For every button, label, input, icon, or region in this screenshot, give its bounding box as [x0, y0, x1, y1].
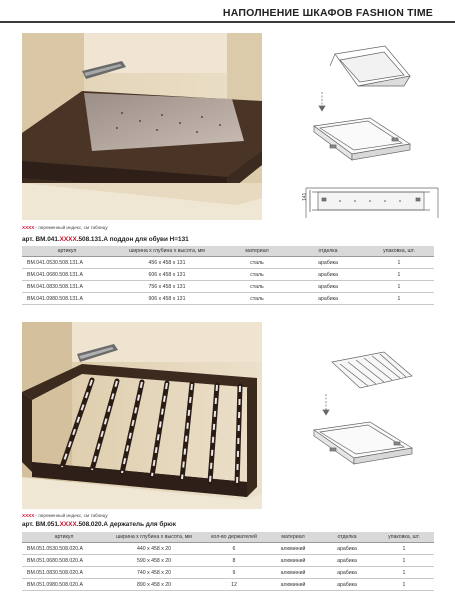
table-row	[22, 281, 434, 293]
col-package: упаковка, шт.	[374, 532, 434, 543]
title-xxxx: XXXX	[59, 521, 77, 528]
cell-article: ВМ.051.0680.508.020.А	[22, 555, 106, 567]
pants-holder-spec-table	[22, 532, 434, 591]
section-title-pants-holder	[22, 521, 176, 528]
section-title-shoe-tray	[22, 236, 189, 243]
cell-package: 1	[364, 269, 434, 281]
cell-dimensions: 440 x 458 x 20	[106, 543, 202, 555]
cell-finish: арабика	[292, 257, 364, 269]
cell-package: 1	[374, 567, 434, 579]
title-suffix: .508.020.А держатель для брюк	[76, 521, 176, 528]
variable-index-note	[22, 225, 108, 230]
col-article: артикул	[22, 532, 106, 543]
page-title: НАПОЛНЕНИЕ ШКАФОВ FASHION TIME	[222, 7, 433, 19]
cell-article: ВМ.041.0980.508.131.А	[22, 293, 112, 305]
note-xxxx: XXXX	[22, 225, 35, 230]
cell-finish: арабика	[320, 555, 374, 567]
cell-material: сталь	[222, 281, 292, 293]
cell-finish: арабика	[292, 293, 364, 305]
cell-dimensions: 740 x 458 x 20	[106, 567, 202, 579]
shoe-tray-photo	[22, 33, 262, 220]
cell-dimensions: 890 x 458 x 20	[106, 579, 202, 591]
cell-finish: арабика	[292, 269, 364, 281]
cell-article: ВМ.041.0680.508.131.А	[22, 269, 112, 281]
table-header-row	[22, 532, 434, 543]
cell-dimensions: 906 x 458 x 131	[112, 293, 222, 305]
table-row	[22, 257, 434, 269]
note-xxxx: XXXX	[22, 513, 35, 518]
cell-article: ВМ.051.0530.508.020.А	[22, 543, 106, 555]
title-prefix: арт. ВМ.051.	[22, 521, 60, 528]
note-text: - переменный индекс, см таблицу	[34, 225, 108, 230]
col-finish: отделка	[320, 532, 374, 543]
cell-finish: арабика	[320, 543, 374, 555]
col-package: упаковка, шт.	[364, 246, 434, 257]
col-material: материал	[266, 532, 320, 543]
variable-index-note	[22, 513, 108, 518]
note-text: - переменный индекс, см таблицу	[34, 513, 108, 518]
cell-package: 1	[364, 293, 434, 305]
col-finish: отделка	[292, 246, 364, 257]
pants-holder-photo	[22, 322, 262, 509]
cell-finish: арабика	[320, 567, 374, 579]
cell-article: ВМ.051.0830.508.020.А	[22, 567, 106, 579]
cell-dimensions: 590 x 458 x 20	[106, 555, 202, 567]
cell-package: 1	[374, 555, 434, 567]
cell-dimensions: 606 x 458 x 131	[112, 269, 222, 281]
col-dimensions: ширина х глубина х высота, мм	[112, 246, 222, 257]
cell-material: сталь	[222, 293, 292, 305]
col-holder-count: кол-во держателей	[202, 532, 266, 543]
col-dimensions: ширина х глубина х высота, мм	[106, 532, 202, 543]
cell-package: 1	[364, 281, 434, 293]
cell-article: ВМ.041.0530.508.131.А	[22, 257, 112, 269]
table-header-row	[22, 246, 434, 257]
table-row	[22, 269, 434, 281]
cell-dimensions: 756 x 458 x 131	[112, 281, 222, 293]
title-prefix: арт. ВМ.041.	[22, 236, 60, 243]
cell-material: сталь	[222, 257, 292, 269]
table-row	[22, 543, 434, 555]
cell-material: алюминий	[266, 579, 320, 591]
cell-holder-count: 8	[202, 555, 266, 567]
cell-material: сталь	[222, 269, 292, 281]
cell-package: 1	[364, 257, 434, 269]
cell-holder-count: 9	[202, 567, 266, 579]
cell-package: 1	[374, 543, 434, 555]
shoe-tray-drawing	[300, 40, 440, 245]
pants-holder-drawing	[300, 340, 440, 475]
title-xxxx: XXXX	[59, 236, 77, 243]
cell-holder-count: 6	[202, 543, 266, 555]
cell-package: 1	[374, 579, 434, 591]
table-row	[22, 293, 434, 305]
cell-finish: арабика	[292, 281, 364, 293]
shoe-tray-spec-table	[22, 246, 434, 305]
cell-finish: арабика	[320, 579, 374, 591]
col-material: материал	[222, 246, 292, 257]
title-suffix: .508.131.А поддон для обуви H=131	[76, 236, 189, 243]
table-row	[22, 555, 434, 567]
cell-material: алюминий	[266, 555, 320, 567]
title-divider	[0, 21, 455, 23]
cell-dimensions: 456 x 458 x 131	[112, 257, 222, 269]
cell-material: алюминий	[266, 567, 320, 579]
cell-material: алюминий	[266, 543, 320, 555]
table-row	[22, 567, 434, 579]
col-article: артикул	[22, 246, 112, 257]
cell-article: ВМ.041.0830.508.131.А	[22, 281, 112, 293]
cell-article: ВМ.051.0980.508.020.А	[22, 579, 106, 591]
dimension-label-141: 141	[302, 192, 308, 201]
table-row	[22, 579, 434, 591]
cell-holder-count: 12	[202, 579, 266, 591]
